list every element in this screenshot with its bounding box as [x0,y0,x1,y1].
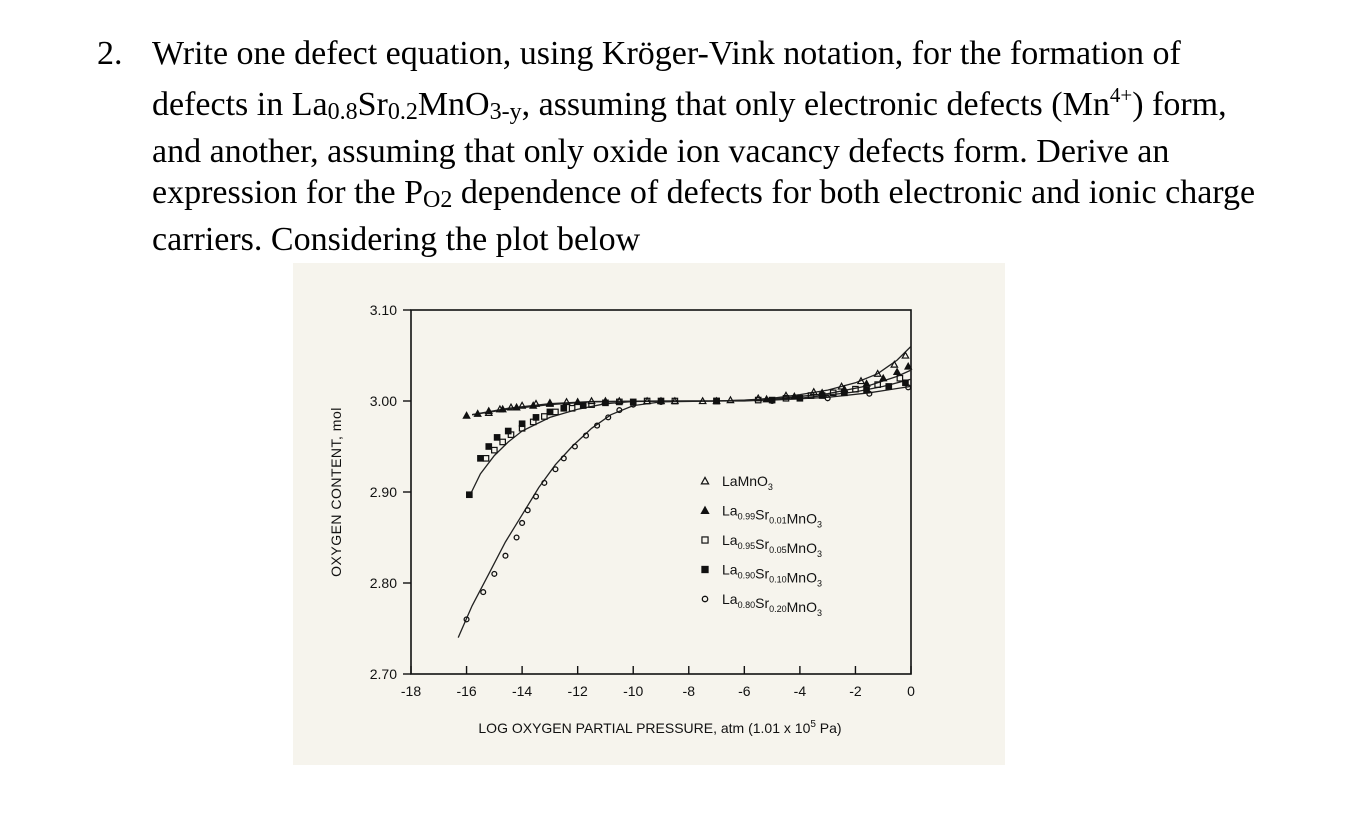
legend-marker-open-circle [702,596,707,601]
x-axis-ticks [401,666,915,699]
legend-marker-filled-square [702,566,708,572]
data-point-filled-square [486,444,491,449]
x-axis-label [478,719,841,736]
question-line-2 [152,75,1327,133]
legend-label-part: MnO [737,473,768,489]
data-point-open-triangle [891,361,897,367]
data-point-open-circle [534,494,539,499]
legend-marker-filled-triangle [701,507,708,513]
data-point-open-square [542,414,547,419]
data-point-filled-triangle [463,412,469,418]
x-tick-label: -8 [682,683,696,699]
legend-marker-open-triangle [701,477,708,483]
data-point-filled-triangle [486,408,492,414]
x-tick-label: -4 [793,683,807,699]
legend-label-part: La [722,561,738,578]
data-point-filled-triangle [474,411,480,417]
legend-label-part: La [722,532,738,548]
legend-label-subscript: 3 [816,549,822,559]
y-axis-label: OXYGEN CONTENT, mol [328,407,344,577]
data-point-open-triangle [902,352,908,358]
data-points [463,352,911,622]
data-point-open-circle [492,572,497,577]
question-line-1: Write one defect equation, using Kröger-Vink notation, for the formation of [152,35,1181,72]
legend-label-part: MnO [786,599,817,615]
x-tick-label: -16 [456,683,477,699]
legend-label-subscript: 3 [767,482,773,492]
data-point-open-triangle [727,397,733,403]
data-point-filled-triangle [863,381,869,387]
data-point-open-circle [825,396,830,401]
question-line-5: carriers. Considering the plot below [152,221,641,258]
legend-label-part: MnO [786,510,817,527]
legend-label [722,503,822,530]
legend [701,473,822,618]
text-fragment: MnO [417,85,490,123]
subscript: O2 [423,186,453,213]
question-line-4 [152,173,1327,221]
y-tick-label: 2.90 [369,484,397,500]
legend-label-subscript: 0.01 [769,515,787,526]
data-point-filled-triangle [530,402,536,408]
data-point-filled-square [547,409,552,414]
question-text [152,34,1327,261]
y-tick-label: 3.00 [369,393,397,409]
legend-label-subscript: 0.90 [737,570,756,581]
legend-label-part: La [722,502,738,519]
x-axis-label-end: Pa) [815,720,842,736]
data-point-open-circle [503,553,508,558]
data-point-filled-square [842,390,847,395]
x-tick-label: 0 [907,683,915,699]
oxygen-content-chart [293,263,1005,765]
y-tick-label: 2.80 [369,575,397,591]
legend-label-subscript: 0.80 [737,600,756,610]
data-point-filled-square [797,396,802,401]
legend-label-part: Sr [755,565,770,582]
x-tick-label: -2 [849,683,862,699]
data-point-open-circle [520,521,525,526]
fit-curve [469,379,911,496]
x-axis-label-text: LOG OXYGEN PARTIAL PRESSURE, atm (1.01 x 10 [478,720,811,736]
data-point-filled-square [581,403,586,408]
plot-frame [411,310,911,674]
legend-label [722,532,822,559]
question-number: 2. [97,35,123,72]
legend-label-part: Sr [755,506,770,523]
data-point-filled-square [819,393,824,398]
question-line-3: and another, assuming that only oxide ion vacancy defects form. Derive an [152,133,1170,170]
y-tick-label: 3.10 [369,302,397,318]
legend-label-subscript: 3 [816,608,822,618]
data-point-filled-triangle [547,401,553,407]
data-point-filled-triangle [894,369,900,375]
text-fragment: Sr [357,85,388,123]
legend-label-part: Sr [755,536,770,552]
text-fragment: expression for the P [152,173,424,211]
data-point-open-square [492,447,497,452]
legend-label-subscript: 0.10 [769,574,787,585]
data-point-filled-square [603,400,608,405]
legend-label-part: Sr [755,595,770,611]
subscript: 3-y [489,98,522,125]
data-point-filled-square [478,456,483,461]
subscript: 0.8 [327,98,358,125]
text-fragment: ) form, [1132,85,1227,123]
legend-label [722,591,822,618]
text-fragment: dependence of defects for both electronic and ionic charge [452,173,1256,211]
legend-label [722,562,822,589]
data-point-open-circle [553,467,558,472]
legend-label-subscript: 3 [816,519,822,530]
x-tick-label: -10 [623,683,644,699]
superscript: 4+ [1109,82,1133,107]
x-tick-label: -12 [567,683,588,699]
text-fragment: defects in La [152,85,328,123]
data-point-filled-square [561,406,566,411]
data-point-open-circle [525,508,530,513]
x-tick-label: -14 [511,683,533,699]
data-point-filled-square [494,435,499,440]
data-point-filled-square [533,415,538,420]
data-point-filled-square [506,428,511,433]
legend-label-subscript: 0.20 [769,604,787,614]
legend-label-part: La [722,473,738,489]
data-point-open-square [553,409,558,414]
data-point-open-square [483,456,488,461]
x-tick-label: -18 [400,683,422,699]
legend-label-subscript: 0.05 [769,545,787,555]
data-point-open-circle [514,535,519,540]
legend-label-subscript: 0.95 [737,541,756,551]
legend-label-part: MnO [786,569,817,586]
legend-label [722,473,773,492]
data-point-filled-triangle [513,404,519,410]
data-point-open-square [500,439,505,444]
y-tick-label: 2.70 [369,666,397,682]
y-axis-ticks [370,302,411,682]
data-point-filled-square [886,384,891,389]
legend-label-part: MnO [786,540,817,556]
legend-label-subscript: 3 [816,578,822,589]
subscript: 0.2 [387,98,418,125]
scanned-figure [293,263,1005,765]
data-point-open-circle [481,590,486,595]
data-point-filled-square [519,421,524,426]
data-point-filled-square [467,492,472,497]
legend-label-part: La [722,591,738,607]
text-fragment: , assuming that only electronic defects (Mn [521,85,1110,123]
legend-label-subscript: 0.99 [737,511,756,522]
x-axis-label-exponent: 5 [810,719,816,730]
data-point-open-circle [572,444,577,449]
x-tick-label: -6 [738,683,751,699]
legend-marker-open-square [702,537,708,543]
